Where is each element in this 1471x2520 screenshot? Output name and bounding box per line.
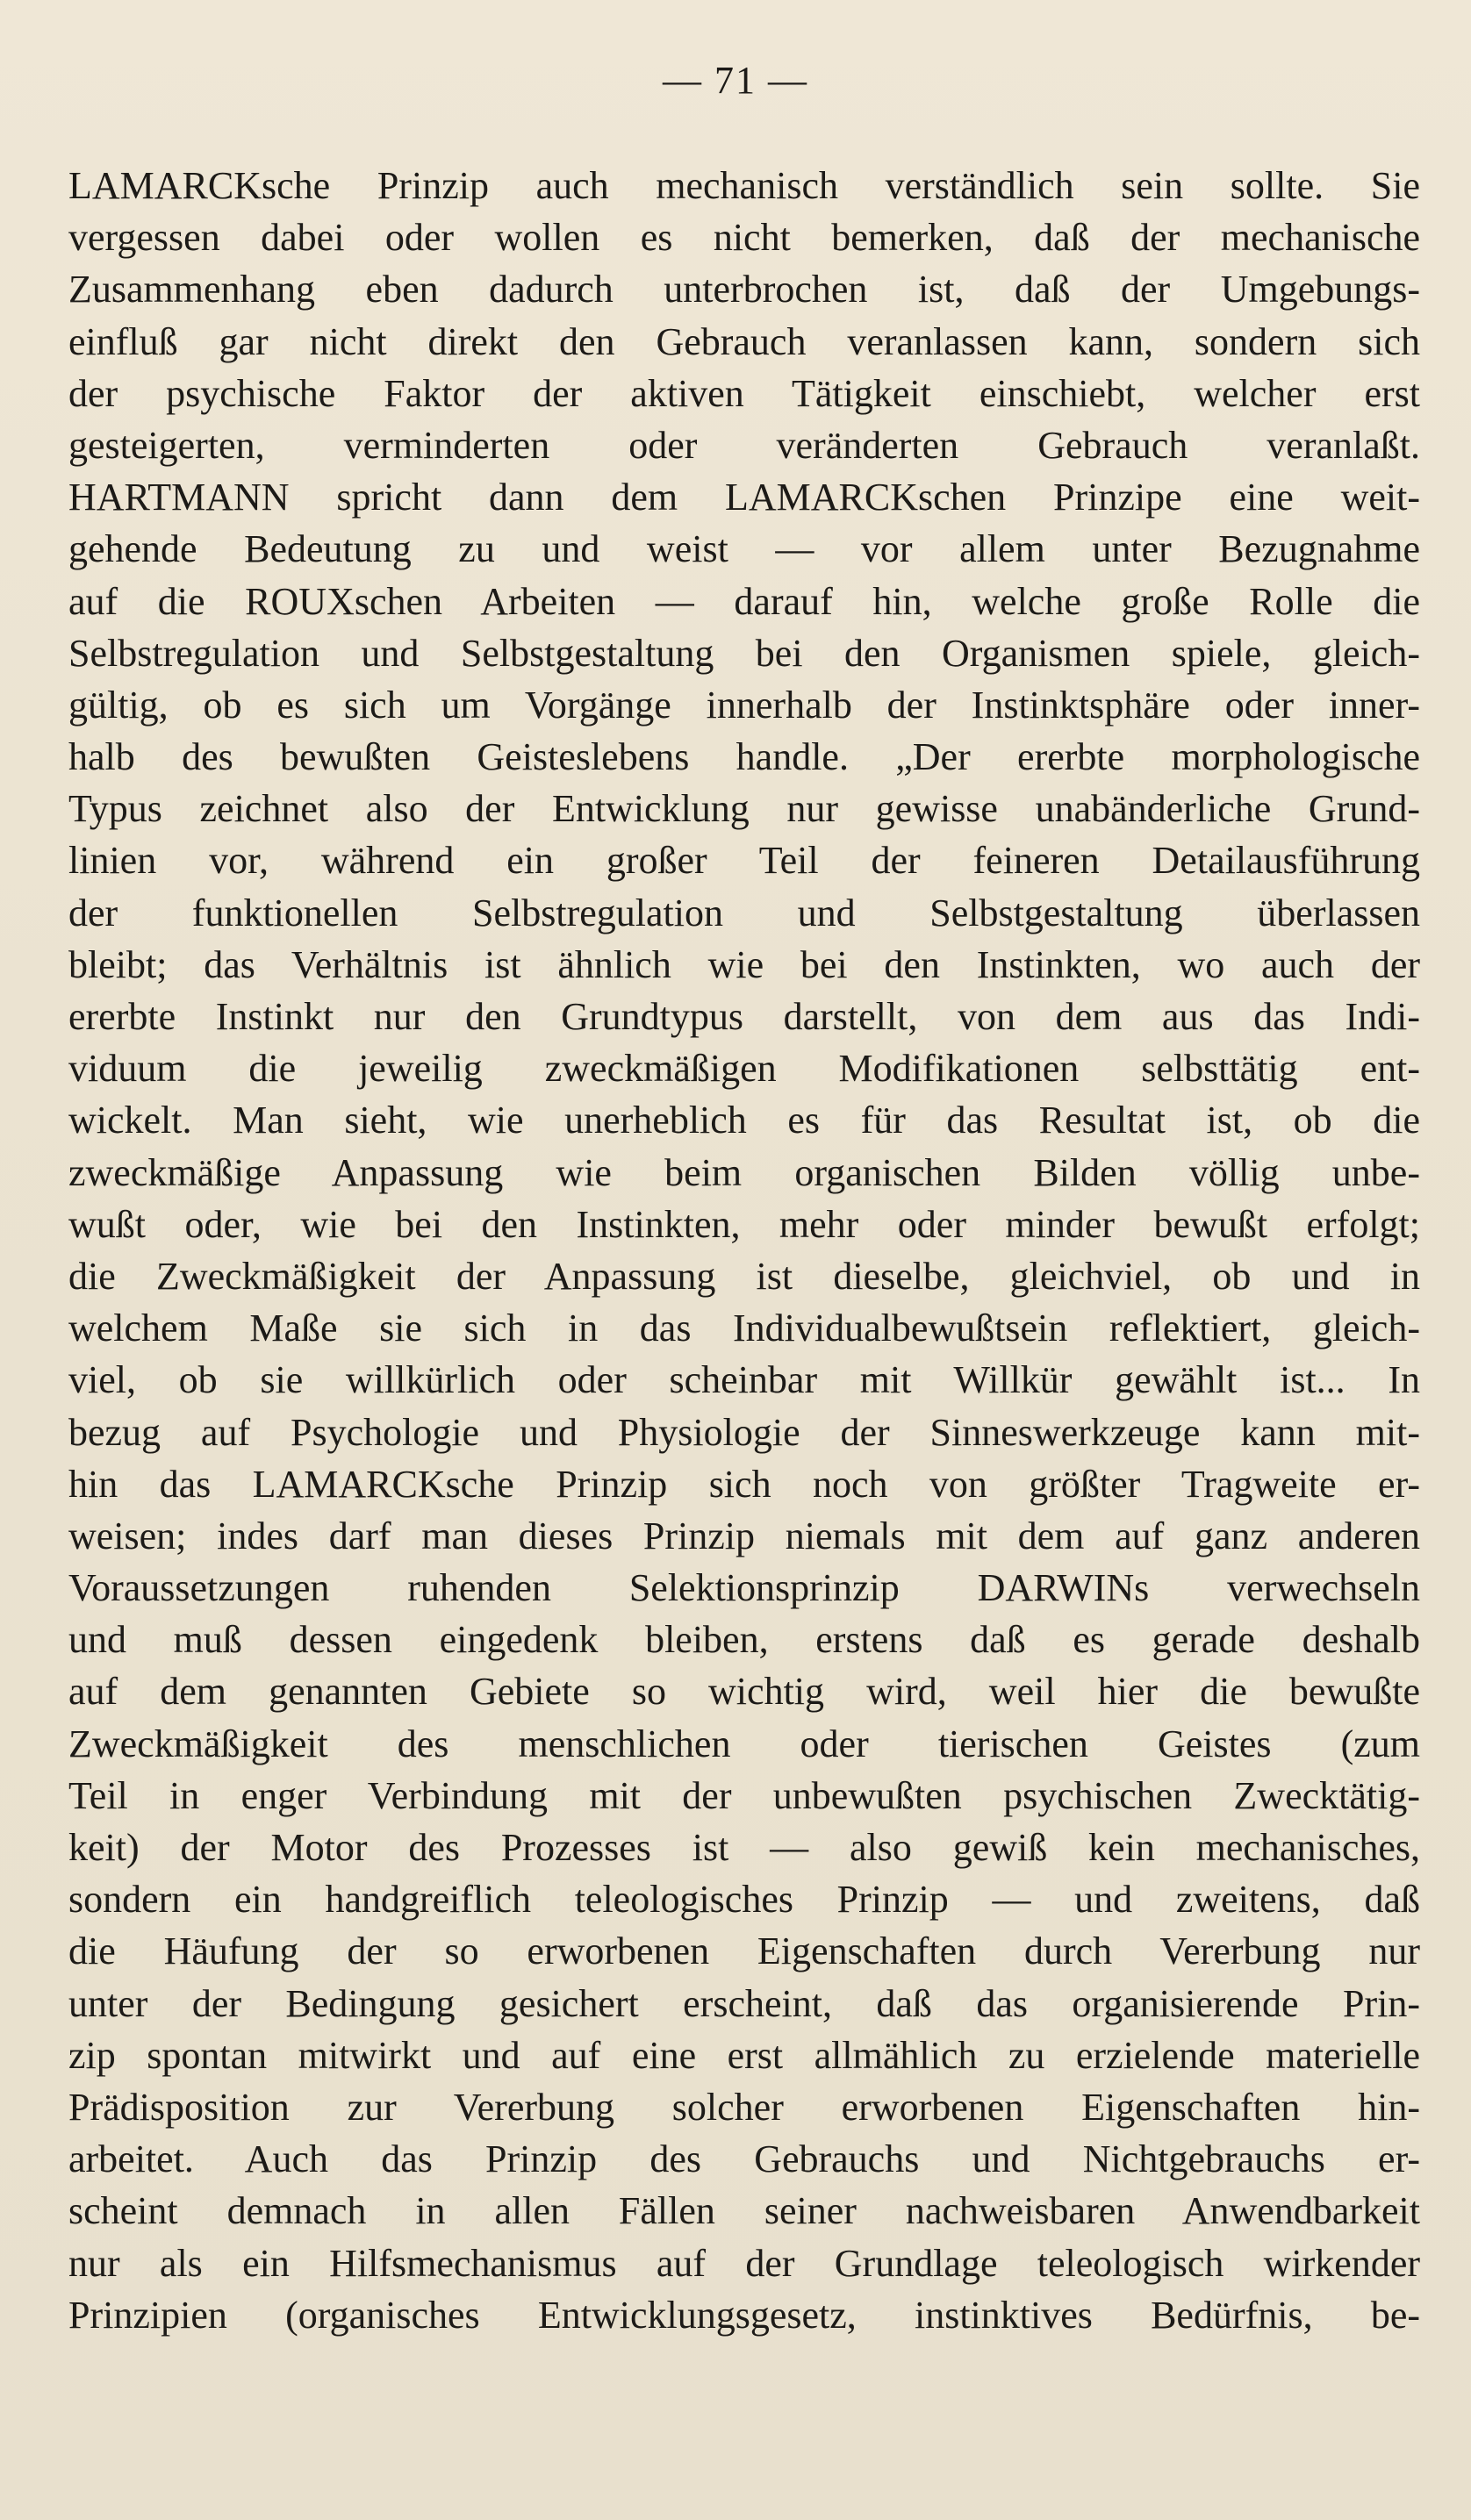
text-line: weisen; indes darf man dieses Prinzip niemals mit dem auf ganz anderen — [68, 1514, 1420, 1557]
text-line: viel, ob sie willkürlich oder scheinbar mit Willkür gewählt ist... In — [68, 1358, 1420, 1402]
text-line: einfluß gar nicht direkt den Gebrauch veranlassen kann, sondern sich — [68, 319, 1420, 363]
text-line: der psychische Faktor der aktiven Tätigkeit einschiebt, welcher erst — [68, 371, 1420, 415]
text-line: Selbstregulation und Selbstgestaltung bei den Organismen spiele, gleich- — [68, 631, 1420, 675]
text-line: HARTMANN spricht dann dem LAMARCKschen Prinzipe eine weit- — [68, 476, 1420, 519]
text-line: Zweckmäßigkeit des menschlichen oder tierischen Geistes (zum — [68, 1722, 1420, 1765]
text-line: arbeitet. Auch das Prinzip des Gebrauchs und Nichtgebrauchs er- — [68, 2137, 1420, 2181]
text-line: zweckmäßige Anpassung wie beim organischen Bilden völlig unbe- — [68, 1150, 1420, 1194]
text-line: linien vor, während ein großer Teil der feineren Detailausführung — [68, 839, 1420, 883]
text-line: hin das LAMARCKsche Prinzip sich noch von größter Tragweite er- — [68, 1462, 1420, 1506]
text-line: Teil in enger Verbindung mit der unbewußten psychischen Zwecktätig- — [68, 1773, 1420, 1817]
text-line: ererbte Instinkt nur den Grundtypus darstellt, von dem aus das Indi- — [68, 995, 1420, 1038]
text-line: Prädisposition zur Vererbung solcher erworbenen Eigenschaften hin- — [68, 2085, 1420, 2129]
text-line: keit) der Motor des Prozesses ist — also gewiß kein mechanisches, — [68, 1826, 1420, 1869]
text-line: die Häufung der so erworbenen Eigenschaften durch Vererbung nur — [68, 1929, 1420, 1973]
text-line: wickelt. Man sieht, wie unerheblich es für das Resultat ist, ob die — [68, 1099, 1420, 1142]
text-line: der funktionellen Selbstregulation und Selbstgestaltung überlassen — [68, 891, 1420, 934]
text-line: scheint demnach in allen Fällen seiner nachweisbaren Anwendbarkeit — [68, 2189, 1420, 2233]
text-line: unter der Bedingung gesichert erscheint, daß das organisierende Prin- — [68, 1981, 1420, 2025]
text-line: die Zweckmäßigkeit der Anpassung ist dieselbe, gleichviel, ob und in — [68, 1254, 1420, 1298]
text-line: bleibt; das Verhältnis ist ähnlich wie bei den Instinkten, wo auch der — [68, 942, 1420, 986]
text-line: gesteigerten, verminderten oder veränderten Gebrauch veranlaßt. — [68, 423, 1420, 467]
text-line: welchem Maße sie sich in das Individualbewußtsein reflektiert, gleich- — [68, 1307, 1420, 1350]
text-line: und muß dessen eingedenk bleiben, erstens daß es gerade deshalb — [68, 1618, 1420, 1662]
body-text — [68, 160, 1420, 2341]
text-line: Typus zeichnet also der Entwicklung nur gewisse unabänderliche Grund- — [68, 787, 1420, 831]
text-line: gehende Bedeutung zu und weist — vor allem unter Bezugnahme — [68, 527, 1420, 571]
text-line: viduum die jeweilig zweckmäßigen Modifikationen selbsttätig ent- — [68, 1047, 1420, 1091]
text-line: wußt oder, wie bei den Instinkten, mehr oder minder bewußt erfolgt; — [68, 1202, 1420, 1246]
text-line: Zusammenhang eben dadurch unterbrochen ist, daß der Umgebungs- — [68, 268, 1420, 311]
text-line: auf die ROUXschen Arbeiten — darauf hin, welche große Rolle die — [68, 579, 1420, 623]
text-line: auf dem genannten Gebiete so wichtig wird, weil hier die bewußte — [68, 1670, 1420, 1714]
text-line: halb des bewußten Geisteslebens handle. „Der ererbte morphologische — [68, 735, 1420, 779]
text-line: bezug auf Psychologie und Physiologie der Sinneswerkzeuge kann mit- — [68, 1410, 1420, 1454]
text-line: zip spontan mitwirkt und auf eine erst allmählich zu erzielende materielle — [68, 2033, 1420, 2077]
page-number: — 71 — — [663, 59, 808, 102]
text-line: LAMARCKsche Prinzip auch mechanisch verständlich sein sollte. Sie — [68, 164, 1420, 207]
text-line: gültig, ob es sich um Vorgänge innerhalb der Instinktsphäre oder inner- — [68, 683, 1420, 727]
text-line: Voraussetzungen ruhenden Selektionsprinzip DARWINs verwechseln — [68, 1566, 1420, 1610]
text-line: vergessen dabei oder wollen es nicht bemerken, daß der mechanische — [68, 216, 1420, 260]
text-line: sondern ein handgreiflich teleologisches Prinzip — und zweitens, daß — [68, 1878, 1420, 1922]
text-line: nur als ein Hilfsmechanismus auf der Grundlage teleologisch wirkender — [68, 2241, 1420, 2285]
text-line: Prinzipien (organisches Entwicklungsgesetz, instinktives Bedürfnis, be- — [68, 2293, 1420, 2337]
